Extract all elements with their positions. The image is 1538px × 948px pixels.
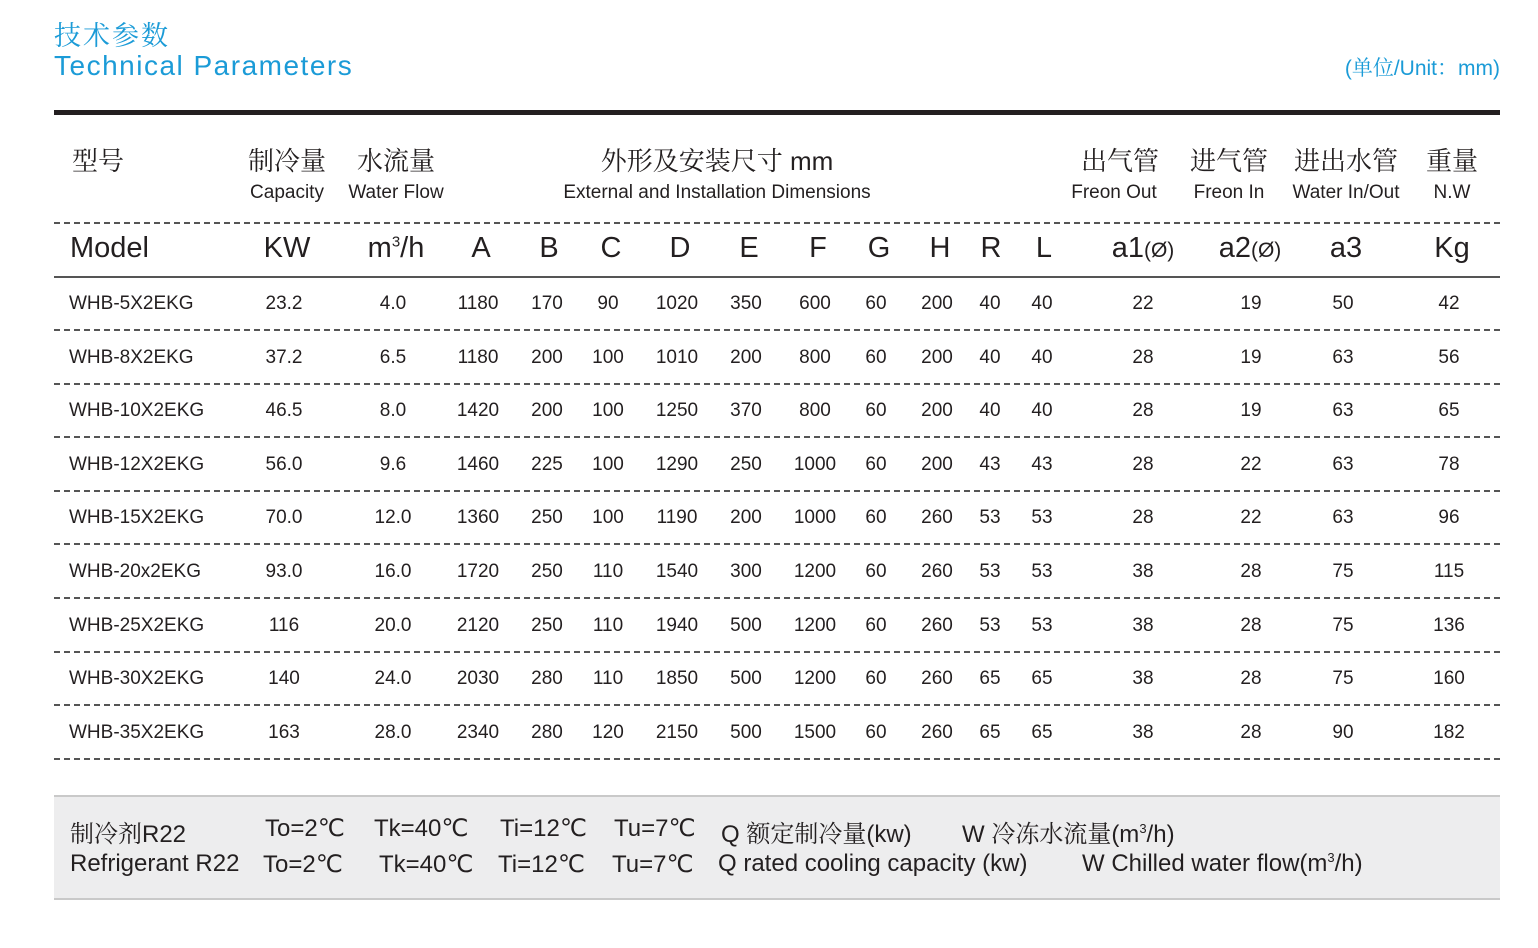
header-weight-cn: 重量 [1425, 146, 1479, 176]
cell-weight: 56 [1438, 346, 1460, 368]
cell-d: 1190 [656, 507, 698, 529]
cell-r: 65 [979, 668, 1001, 690]
header-water-flow-en: Water Flow [348, 182, 444, 203]
note-q-en: Q rated cooling capacity (kw) [718, 850, 1028, 877]
col-kg: Kg [1434, 232, 1470, 264]
cell-a1: 28 [1132, 507, 1154, 529]
cell-b: 200 [531, 400, 563, 422]
row-divider [54, 704, 1500, 706]
cell-r: 65 [979, 721, 1001, 743]
note-w-cn: W 冷冻水流量$(m^3/h)$ [962, 821, 1175, 848]
note-refrigerant-cn: 制冷剂R22 [70, 821, 187, 848]
cell-r: 53 [979, 507, 1001, 529]
cell-weight: 160 [1433, 668, 1465, 690]
header-dimensions-en: External and Installation Dimensions [563, 182, 871, 203]
cell-f: 1200 [793, 561, 837, 582]
cell-h: 260 [921, 721, 953, 743]
cell-a1: 38 [1132, 614, 1154, 636]
cell-l: 53 [1031, 507, 1053, 529]
cell-model: WHB-35X2EKG [69, 721, 205, 743]
cell-l: 43 [1031, 453, 1053, 475]
cell-r: 40 [979, 346, 1001, 368]
cell-b: 200 [531, 346, 563, 368]
page-title-cn: 技术参数 [54, 21, 170, 51]
cell-a1: 28 [1132, 453, 1154, 475]
cell-a1: 38 [1132, 721, 1154, 743]
note-ti-cn: Ti=12℃ [500, 815, 587, 842]
cell-c: 110 [592, 668, 624, 690]
cell-e: 250 [730, 453, 762, 475]
cell-model: WHB-5X2EKG [69, 293, 194, 314]
cell-g: 60 [865, 293, 887, 314]
cell-e: 300 [730, 561, 762, 582]
cell-r: 43 [979, 453, 1001, 475]
cell-b: 250 [531, 507, 563, 529]
page-title-en: Technical Parameters [54, 50, 354, 81]
cell-g: 60 [865, 400, 887, 422]
cell-e: 500 [730, 614, 762, 636]
cell-f: 1200 [793, 614, 837, 636]
cell-a2: 22 [1240, 453, 1262, 475]
cell-water-flow: 16.0 [374, 561, 412, 582]
cell-a1: 28 [1132, 400, 1154, 422]
cell-a3: 75 [1332, 614, 1354, 636]
cell-a3: 50 [1332, 293, 1354, 314]
cell-weight: 136 [1433, 614, 1465, 636]
cell-f: 800 [799, 400, 831, 422]
unit-note: (单位/Unit：mm) [1344, 57, 1500, 80]
cell-g: 60 [865, 614, 887, 636]
cell-weight: 96 [1438, 507, 1460, 529]
row-divider [54, 597, 1500, 599]
cell-water-flow: 20.0 [374, 614, 412, 636]
header-capacity-en: Capacity [250, 182, 324, 203]
col-b: B [539, 232, 559, 264]
cell-d: 1940 [655, 614, 699, 636]
header-freon-out-cn: 出气管 [1080, 146, 1160, 176]
cell-d: 1250 [655, 400, 699, 422]
cell-weight: 65 [1438, 400, 1460, 422]
cell-c: 100 [592, 346, 624, 368]
cell-water-flow: 8.0 [379, 400, 407, 422]
cell-a: 1460 [456, 453, 500, 475]
col-g: G [867, 232, 891, 264]
cell-water-flow: 9.6 [379, 453, 407, 475]
col-h: H [929, 232, 951, 264]
cell-a1: 28 [1132, 346, 1154, 368]
cell-g: 60 [865, 561, 887, 582]
cell-a2: 19 [1240, 346, 1262, 368]
cell-a2: 28 [1240, 668, 1262, 690]
cell-capacity: 93.0 [265, 561, 303, 582]
header-freon-out-en: Freon Out [1071, 182, 1157, 203]
cell-a3: 75 [1332, 561, 1354, 582]
cell-f: 1000 [793, 507, 837, 529]
header-model-cn: 型号 [72, 146, 125, 176]
cell-capacity: 140 [268, 668, 300, 690]
cell-c: 100 [592, 453, 624, 475]
row-divider [54, 543, 1500, 545]
cell-f: 800 [799, 346, 831, 368]
cell-h: 260 [921, 614, 953, 636]
cell-model: WHB-15X2EKG [69, 507, 205, 529]
cell-a1: 22 [1132, 293, 1154, 314]
cell-h: 260 [921, 561, 953, 582]
cell-model: WHB-20x2EKG [69, 561, 201, 582]
header-water-io-en: Water In/Out [1292, 182, 1400, 203]
cell-d: 1010 [655, 346, 699, 368]
note-to-cn: To=2℃ [265, 815, 345, 842]
cell-d: 1020 [655, 293, 699, 314]
cell-a: 1180 [457, 346, 499, 368]
cell-c: 120 [592, 721, 624, 743]
header-capacity-cn: 制冷量 [247, 146, 327, 176]
cell-a: 2030 [456, 668, 500, 690]
cell-a3: 90 [1332, 721, 1354, 743]
cell-l: 40 [1031, 400, 1053, 422]
cell-a2: 28 [1240, 614, 1262, 636]
cell-model: WHB-12X2EKG [69, 453, 205, 475]
col-model: Model [70, 232, 149, 264]
cell-h: 200 [921, 293, 953, 314]
column-header-divider [54, 276, 1500, 278]
col-a: A [471, 232, 491, 264]
col-flow: $m^3/h$ [367, 232, 425, 264]
header-freon-in-en: Freon In [1193, 182, 1265, 203]
header-dimensions-cn: 外形及安装尺寸 mm [600, 146, 834, 176]
col-a3: a3 [1329, 232, 1363, 264]
row-divider [54, 651, 1500, 653]
cell-a: 1180 [457, 293, 499, 314]
cell-d: 1540 [655, 561, 699, 582]
cell-model: WHB-10X2EKG [69, 400, 205, 422]
cell-f: 1000 [793, 453, 837, 475]
cell-e: 200 [730, 507, 762, 529]
cell-g: 60 [865, 453, 887, 475]
cell-b: 250 [531, 614, 563, 636]
cell-l: 53 [1031, 561, 1053, 582]
cell-a3: 63 [1332, 507, 1354, 529]
cell-capacity: 37.2 [265, 346, 303, 368]
header-weight-en: N.W [1433, 182, 1471, 203]
note-tk-en: Tk=40℃ [379, 851, 474, 878]
header-water-io-cn: 进出水管 [1293, 146, 1399, 176]
cell-model: WHB-8X2EKG [69, 346, 194, 368]
cell-capacity: 163 [268, 721, 300, 743]
cell-h: 200 [921, 400, 953, 422]
cell-c: 110 [592, 561, 624, 582]
cell-a3: 63 [1332, 346, 1354, 368]
cell-a3: 75 [1332, 668, 1354, 690]
cell-d: 1850 [655, 668, 699, 690]
cell-a: 1420 [456, 400, 500, 422]
row-divider [54, 758, 1500, 760]
cell-weight: 182 [1433, 721, 1465, 743]
header-divider [54, 222, 1500, 224]
cell-e: 200 [730, 346, 762, 368]
note-to-en: To=2℃ [263, 851, 343, 878]
cell-a: 1360 [456, 507, 500, 529]
cell-a: 2340 [456, 721, 500, 743]
cell-water-flow: 12.0 [374, 507, 412, 529]
cell-b: 225 [531, 453, 563, 475]
header-water-flow-cn: 水流量 [356, 146, 436, 176]
cell-g: 60 [865, 507, 887, 529]
cell-f: 600 [799, 293, 831, 314]
col-a2: a2(Ø) [1218, 232, 1282, 264]
cell-model: WHB-25X2EKG [69, 614, 205, 636]
cell-l: 65 [1031, 721, 1053, 743]
cell-capacity: 46.5 [265, 400, 303, 422]
row-divider [54, 436, 1500, 438]
cell-g: 60 [865, 721, 887, 743]
cell-capacity: 56.0 [265, 453, 303, 475]
cell-a3: 63 [1332, 400, 1354, 422]
col-e: E [739, 232, 759, 264]
cell-a2: 19 [1240, 400, 1262, 422]
cell-c: 110 [592, 614, 624, 636]
cell-a2: 28 [1240, 561, 1262, 582]
cell-capacity: 70.0 [265, 507, 303, 529]
cell-f: 1500 [793, 721, 837, 743]
cell-b: 170 [531, 293, 563, 314]
cell-h: 260 [921, 668, 953, 690]
top-rule [54, 110, 1500, 115]
cell-model: WHB-30X2EKG [69, 668, 205, 690]
note-tu-cn: Tu=7℃ [614, 815, 696, 842]
cell-water-flow: 4.0 [379, 293, 407, 314]
row-divider [54, 329, 1500, 331]
col-d: D [669, 232, 691, 264]
col-l: L [1035, 232, 1053, 264]
cell-r: 53 [979, 614, 1001, 636]
cell-r: 53 [979, 561, 1001, 582]
cell-water-flow: 6.5 [379, 346, 407, 368]
cell-c: 90 [597, 293, 619, 314]
cell-l: 40 [1031, 293, 1053, 314]
cell-capacity: 23.2 [265, 293, 303, 314]
cell-e: 500 [730, 668, 762, 690]
cell-h: 200 [921, 453, 953, 475]
cell-weight: 78 [1438, 453, 1460, 475]
cell-f: 1200 [793, 668, 837, 690]
row-divider [54, 383, 1500, 385]
cell-g: 60 [865, 668, 887, 690]
cell-e: 350 [730, 293, 762, 314]
cell-l: 65 [1031, 668, 1053, 690]
note-q-cn: Q 额定制冷量(kw) [721, 821, 912, 848]
cell-d: 1290 [655, 453, 699, 475]
cell-a2: 28 [1240, 721, 1262, 743]
cell-a3: 63 [1332, 453, 1354, 475]
cell-water-flow: 28.0 [374, 721, 412, 743]
row-divider [54, 490, 1500, 492]
cell-d: 2150 [655, 721, 699, 743]
cell-h: 200 [921, 346, 953, 368]
note-tu-en: Tu=7℃ [612, 851, 694, 878]
cell-weight: 115 [1433, 561, 1465, 582]
note-w-en: W Chilled water $flow(m^3/h)$ [1082, 850, 1363, 877]
cell-a1: 38 [1132, 668, 1154, 690]
cell-b: 250 [531, 561, 563, 582]
cell-water-flow: 24.0 [374, 668, 412, 690]
cell-weight: 42 [1438, 293, 1460, 314]
cell-e: 370 [730, 400, 762, 422]
cell-h: 260 [921, 507, 953, 529]
col-f: F [809, 232, 827, 264]
note-tk-cn: Tk=40℃ [374, 815, 469, 842]
cell-r: 40 [979, 400, 1001, 422]
cell-c: 100 [592, 400, 624, 422]
cell-r: 40 [979, 293, 1001, 314]
cell-a1: 38 [1132, 561, 1154, 582]
cell-l: 53 [1031, 614, 1053, 636]
cell-a2: 22 [1240, 507, 1262, 529]
note-ti-en: Ti=12℃ [498, 851, 585, 878]
cell-b: 280 [531, 668, 563, 690]
cell-e: 500 [730, 721, 762, 743]
col-c: C [600, 232, 622, 264]
cell-l: 40 [1031, 346, 1053, 368]
cell-b: 280 [531, 721, 563, 743]
note-refrigerant-en: Refrigerant R22 [70, 850, 240, 877]
cell-a: 1720 [456, 561, 500, 582]
cell-a2: 19 [1240, 293, 1262, 314]
cell-a: 2120 [456, 614, 500, 636]
header-freon-in-cn: 进气管 [1189, 146, 1269, 176]
cell-capacity: 116 [268, 614, 300, 636]
col-a1: a1(Ø) [1111, 232, 1175, 264]
cell-g: 60 [865, 346, 887, 368]
cell-c: 100 [592, 507, 624, 529]
col-r: R [980, 232, 1002, 264]
col-kw: KW [263, 232, 311, 264]
